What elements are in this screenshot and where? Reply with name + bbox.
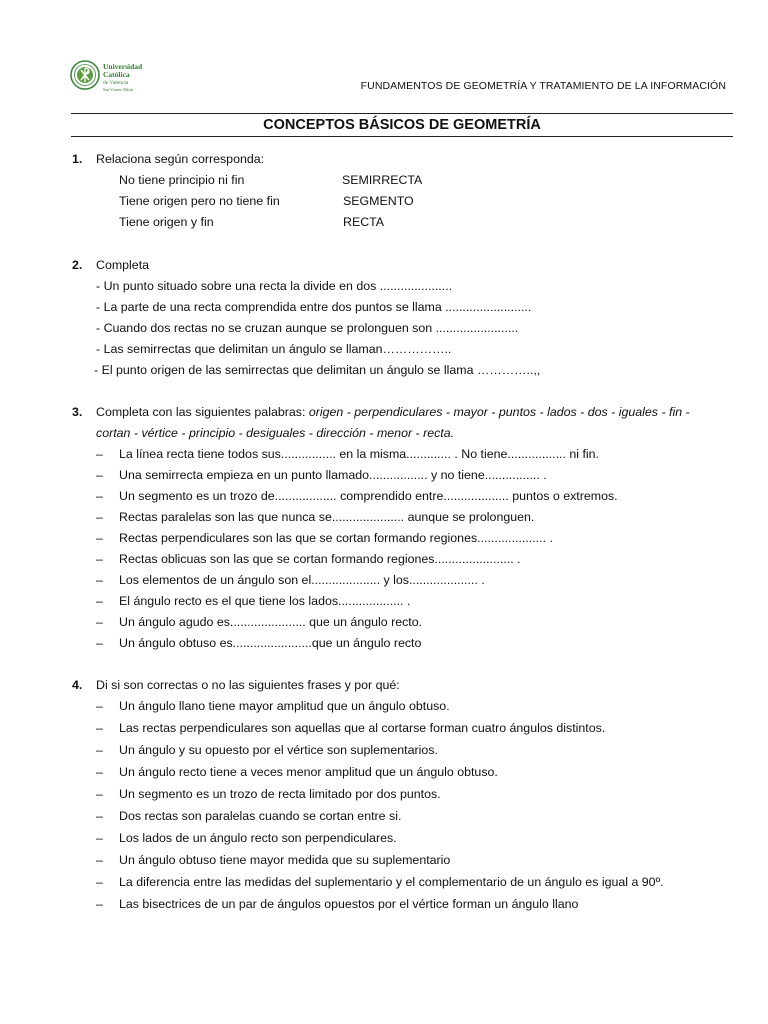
title-rule-bottom	[71, 136, 733, 137]
q4-item-10: Las bisectrices de un par de ángulos opuestos por el vértice forman un ángulo llano	[119, 897, 579, 911]
q1-right-2: SEGMENTO	[343, 194, 414, 208]
q4-item-4: Un ángulo recto tiene a veces menor amplitud que un ángulo obtuso.	[119, 765, 498, 779]
q3-item-2: Una semirrecta empieza en un punto llamado................. y no tiene................ .	[119, 468, 547, 482]
q4-item-5: Un segmento es un trozo de recta limitado por dos puntos.	[119, 787, 441, 801]
q1-right-3: RECTA	[343, 215, 385, 229]
q3-prompt-start: Completa con las siguientes palabras:	[96, 405, 309, 419]
q3-words-line-2: cortan - vértice - principio - desiguales - dirección - menor - recta.	[96, 426, 455, 440]
q1-right-1: SEMIRRECTA	[342, 173, 423, 187]
q4-dash-8: –	[96, 853, 103, 867]
q3-dash-8: –	[96, 594, 103, 608]
q4-item-7: Los lados de un ángulo recto son perpendiculares.	[119, 831, 397, 845]
university-seal-icon	[70, 60, 100, 90]
q3-item-9: Un ángulo agudo es...................... que un ángulo recto.	[119, 615, 423, 629]
q3-dash-9: –	[96, 615, 103, 629]
q4-item-9: La diferencia entre las medidas del suplementario y el complementario de un ángulo es igual a 90º.	[119, 875, 664, 889]
q3-number: 3.	[72, 405, 83, 419]
page-title: CONCEPTOS BÁSICOS DE GEOMETRÍA	[263, 117, 541, 133]
q1-left-1: No tiene principio ni fin	[119, 173, 245, 187]
q2-item-4: - Las semirrectas que delimitan un ángulo se llaman……………..	[96, 342, 452, 356]
q1-number: 1.	[72, 152, 83, 166]
q3-dash-6: –	[96, 552, 103, 566]
q4-dash-9: –	[96, 875, 103, 889]
q3-item-1: La línea recta tiene todos sus................ en la misma............. . No tiene................. ni fin.	[119, 447, 599, 461]
course-header: FUNDAMENTOS DE GEOMETRÍA Y TRATAMIENTO DE LA INFORMACIÓN	[360, 80, 726, 92]
q4-dash-6: –	[96, 809, 103, 823]
q3-dash-4: –	[96, 510, 103, 524]
q2-number: 2.	[72, 258, 83, 272]
q3-item-3: Un segmento es un trozo de.................. comprendido entre................... puntos o extremos.	[119, 489, 618, 503]
q2-item-2: - La parte de una recta comprendida entre dos puntos se llama .........................	[96, 300, 532, 314]
q2-item-5: - El punto origen de las semirrectas que delimitan un ángulo se llama …………..,,	[94, 363, 541, 377]
logo-line-2: Católica	[103, 70, 130, 79]
logo-line-4: San Vicente Mártir	[103, 87, 134, 92]
q3-dash-10: –	[96, 636, 103, 650]
q4-dash-1: –	[96, 699, 103, 713]
q3-item-5: Rectas perpendiculares son las que se cortan formando regiones.................... .	[119, 531, 553, 545]
university-logo	[70, 60, 143, 92]
q4-item-3: Un ángulo y su opuesto por el vértice son suplementarios.	[119, 743, 438, 757]
q3-item-6: Rectas oblicuas son las que se cortan formando regiones....................... .	[119, 552, 521, 566]
q4-dash-7: –	[96, 831, 103, 845]
q4-dash-5: –	[96, 787, 103, 801]
q1-prompt: Relaciona según corresponda:	[96, 152, 265, 166]
q4-dash-4: –	[96, 765, 103, 779]
q4-item-6: Dos rectas son paralelas cuando se cortan entre si.	[119, 809, 402, 823]
logo-line-1: Universidad	[103, 62, 143, 71]
q3-prompt	[96, 405, 690, 419]
q3-dash-7: –	[96, 573, 103, 587]
logo-wordmark	[103, 63, 142, 93]
q3-dash-2: –	[96, 468, 103, 482]
q4-dash-10: –	[96, 897, 103, 911]
q4-item-1: Un ángulo llano tiene mayor amplitud que un ángulo obtuso.	[119, 699, 450, 713]
q3-item-10: Un ángulo obtuso es.......................que un ángulo recto	[119, 636, 422, 650]
q3-item-4: Rectas paralelas son las que nunca se..................... aunque se prolonguen.	[119, 510, 535, 524]
q4-dash-2: –	[96, 721, 103, 735]
q3-item-7: Los elementos de un ángulo son el.................... y los.................... .	[119, 573, 485, 587]
q3-dash-3: –	[96, 489, 103, 503]
q3-item-8: El ángulo recto es el que tiene los lados................... .	[119, 594, 411, 608]
q2-prompt: Completa	[96, 258, 150, 272]
title-rule-top	[71, 113, 733, 114]
q2-item-3: - Cuando dos rectas no se cruzan aunque se prolonguen son ........................	[96, 321, 519, 335]
q1-left-3: Tiene origen y fin	[119, 215, 214, 229]
logo-line-3: de Valencia	[103, 80, 129, 86]
q2-item-1: - Un punto situado sobre una recta la divide en dos .....................	[96, 279, 453, 293]
q4-dash-3: –	[96, 743, 103, 757]
q4-number: 4.	[72, 678, 83, 692]
q4-prompt: Di si son correctas o no las siguientes frases y por qué:	[96, 678, 400, 692]
q4-item-2: Las rectas perpendiculares son aquellas que al cortarse forman cuatro ángulos distintos.	[119, 721, 606, 735]
q3-dash-5: –	[96, 531, 103, 545]
q3-words-line-1: origen - perpendiculares - mayor - puntos - lados - dos - iguales - fin -	[308, 405, 690, 419]
q4-item-8: Un ángulo obtuso tiene mayor medida que su suplementario	[119, 853, 451, 867]
q1-left-2: Tiene origen pero no tiene fin	[119, 194, 280, 208]
q3-dash-1: –	[96, 447, 103, 461]
